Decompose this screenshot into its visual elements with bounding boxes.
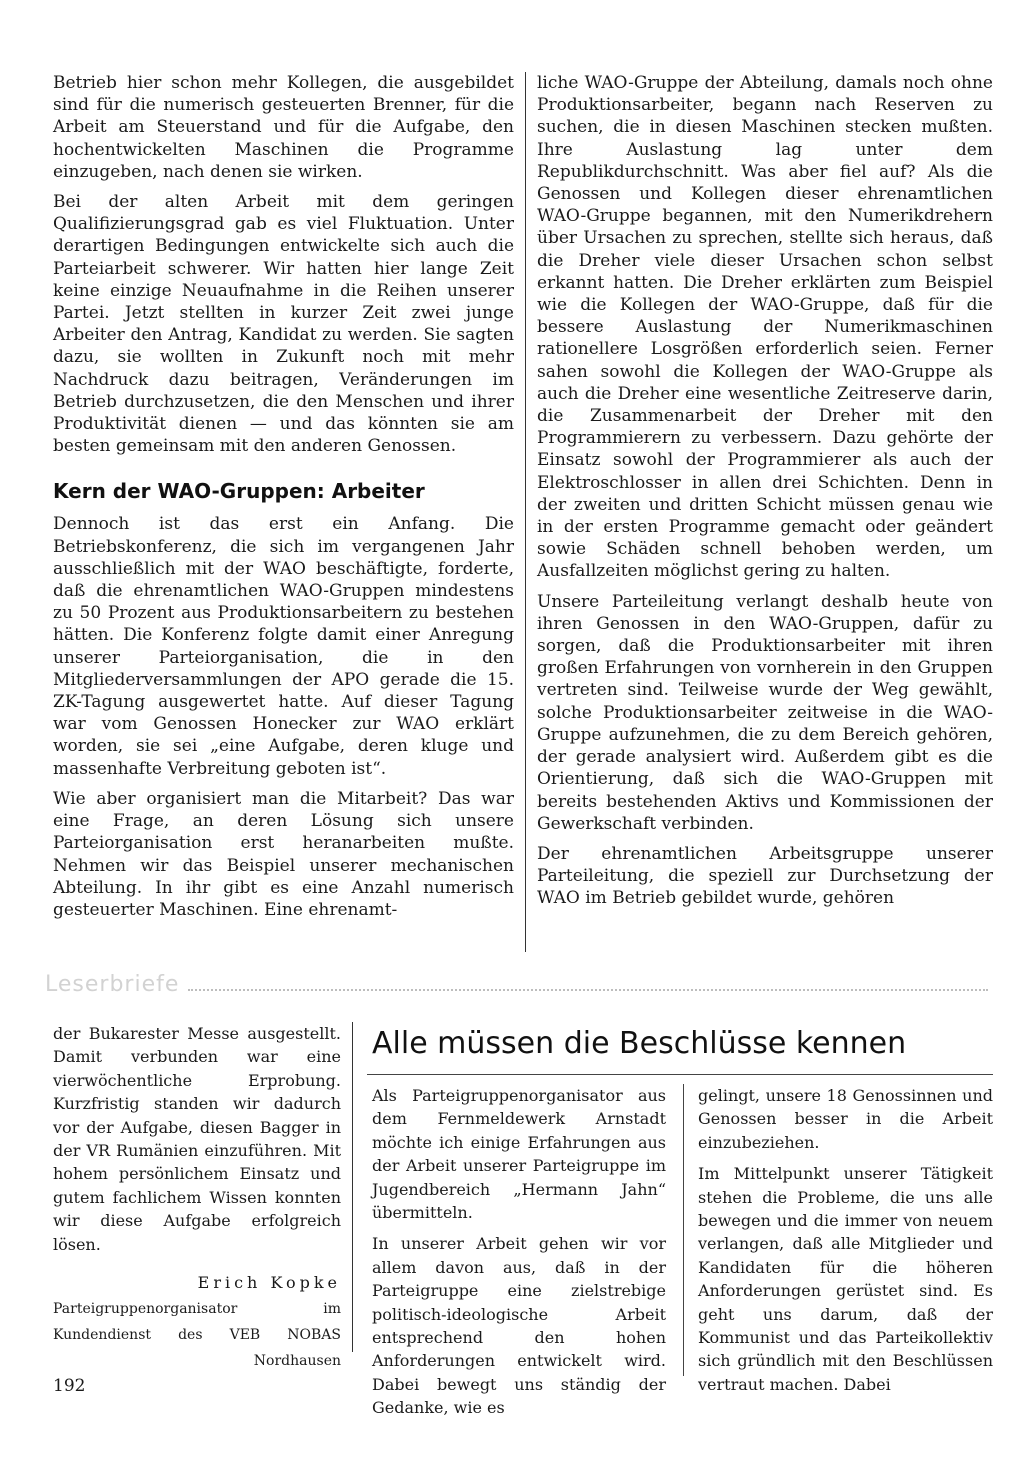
author-affiliation: Kundendienst des VEB NOBAS <box>53 1327 341 1344</box>
letter-column-1 <box>372 1084 666 1420</box>
body-paragraph: der Bukarester Messe ausgestellt. Damit verbunden war eine vierwöchentliche Erprobung. Kurzfristig standen wir dadurch vor der Aufgabe, diesen Bagger in der VR Rumänien einzuführen. Mit hohem persönlichem Einsatz und gutem fachlichem Wissen konnten wir diese Aufgabe erfolgreich lösen. <box>53 1024 341 1254</box>
top-right-column <box>537 72 993 910</box>
body-paragraph: liche WAO-Gruppe der Abteilung, damals noch ohne Produktionsarbeiter, begann nach Reserven zu suchen, die in diesen Maschinen stecken mußten. Ihre Auslastung lag unter dem Republikdurchschnitt. Was aber fiel auf? Als die Genossen und Kollegen dieser ehrenamtlichen WAO-Gruppe begannen, mit den Numerikdrehern über Ursachen zu sprechen, stellte sich heraus, daß die Dreher viele dieser Ursachen schon selbst erkannt hatten. Die Dreher erklärten zum Beispiel wie die Kollegen der WAO-Gruppe, daß für die bessere Auslastung der Numerikmaschinen rationellere Losgrößen erforderlich seien. Ferner sahen sowohl die Kollegen der WAO-Gruppe als auch die Dreher eine wesentliche Zeitreserve darin, die Zusammenarbeit der Dreher mit den Programmierern zu verbessern. Dazu gehörte der Einsatz sowohl der Programmierer als auch der Elektroschlosser in allen drei Schichten. Denn in der zweiten und dritten Schicht müssen genau wie in der ersten Programme gemacht oder geändert sowie Schäden schnell behoben werden, um Ausfallzeiten möglichst gering zu halten. <box>537 73 993 582</box>
author-name: Erich Kopke <box>197 1273 341 1293</box>
section-heading: Kern der WAO-Gruppen: Arbeiter <box>53 479 425 504</box>
section-label: Leserbriefe <box>45 972 180 997</box>
author-role: Parteigruppenorganisator im <box>53 1301 341 1318</box>
letter-column-2 <box>698 1084 993 1396</box>
column-divider <box>683 1084 684 1376</box>
body-paragraph: Wie aber organisiert man die Mitarbeit? Das war eine Frage, an deren Lösung sich unsere Parteiorganisation erst heranarbeiten mußte. Nehmen wir das Beispiel unserer mechanischen Abteilung. In ihr gibt es eine Anzahl numerisch gesteuerter Maschinen. Eine ehrenamt- <box>53 788 514 920</box>
signature-block <box>53 1270 341 1374</box>
body-paragraph: Betrieb hier schon mehr Kollegen, die ausgebildet sind für die numerisch gesteuerten Brenner, für die Arbeit am Steuerstand und für die Aufgabe, den hochentwickelten Maschinen die Programme einzugeben, nach denen sie wirken. <box>53 73 514 182</box>
author-location: Nordhausen <box>253 1353 341 1370</box>
body-paragraph: In unserer Arbeit gehen wir vor allem davon aus, daß in der Parteigruppe eine zielstrebige politisch-ideologische Arbeit entsprechend den hohen Anforderungen entwickelt wird. Dabei bewegt uns ständig der Gedanke, wie es <box>372 1234 666 1418</box>
letter-headline: Alle müssen die Beschlüsse kennen <box>372 1026 907 1061</box>
letter-continuation-column <box>53 1022 341 1374</box>
body-paragraph: Der ehrenamtlichen Arbeitsgruppe unserer Parteileitung, die speziell zur Durchsetzung der WAO im Betrieb gebildet wurde, gehören <box>537 843 993 909</box>
body-paragraph: Bei der alten Arbeit mit dem geringen Qualifizierungsgrad gab es viel Fluktuation. Unter derartigen Bedingungen entwickelte sich auch die Parteiarbeit schwerer. Wir hatten hier lange Zeit keine einzige Neuaufnahme in die Reihen unserer Partei. Jetzt stellten in kurzer Zeit zwei junge Arbeiter den Antrag, Kandidat zu werden. Sie sagten dazu, sie wollten in Zukunft noch mit mehr Nachdruck dazu beitragen, Veränderungen im Betrieb durchzusetzen, die den Menschen und ihrer Produktivität dienen — und das könnten sie am besten gemeinsam mit den anderen Genossen. <box>53 192 514 457</box>
body-paragraph: Als Parteigruppenorganisator aus dem Fernmeldewerk Arnstadt möchte ich einige Erfahrungen aus der Arbeit unserer Parteigruppe im Jugendbereich „Hermann Jahn“ übermitteln. <box>372 1086 666 1223</box>
section-rule <box>188 989 988 991</box>
headline-rule <box>367 1074 993 1075</box>
column-divider <box>352 1022 353 1352</box>
top-left-column <box>53 72 514 921</box>
body-paragraph: Dennoch ist das erst ein Anfang. Die Betriebskonferenz, die sich im vergangenen Jahr ausschließlich mit der WAO beschäftigte, forderte, daß die ehrenamtlichen WAO-Gruppen mindestens zu 50 Prozent aus Produktionsarbeitern zu bestehen hätten. Die Konferenz folgte damit einer Anregung unserer Parteiorganisation, die in den Mitgliederversammlungen der APO gerade die 15. ZK-Tagung ausgewertet hatte. Auf dieser Tagung war vom Genossen Honecker zur WAO erklärt worden, sie sei „eine Aufgabe, deren kluge und massenhafte Verbreitung geboten ist“. <box>53 514 514 779</box>
body-paragraph: gelingt, unsere 18 Genossinnen und Genossen besser in die Arbeit einzubeziehen. <box>698 1086 993 1152</box>
body-paragraph: Unsere Parteileitung verlangt deshalb heute von ihren Genossen in den WAO-Gruppen, dafür zu sorgen, daß die Produktionsarbeiter mit ihren großen Erfahrungen von vornherein in den Gruppen vertreten sind. Teilweise wurde der Weg gewählt, solche Produktionsarbeiter zeitweise in die WAO-Gruppe aufzunehmen, die zu dem Bereich gehören, der gerade analysiert wird. Außerdem gibt es die Orientierung, daß sich die WAO-Gruppen mit bereits bestehenden Aktivs und Kommissionen der Gewerkschaft verbinden. <box>537 591 993 834</box>
page-number: 192 <box>53 1376 86 1396</box>
column-divider <box>525 72 526 952</box>
body-paragraph: Im Mittelpunkt unserer Tätigkeit stehen die Probleme, die uns alle bewegen und die immer von neuem verlangen, daß alle Mitglieder und Kandidaten für die höheren Anforderungen gerüstet sind. Es geht uns darum, daß der Kommunist und das Parteikollektiv sich gründlich mit den Beschlüssen vertraut machen. Dabei <box>698 1164 993 1394</box>
